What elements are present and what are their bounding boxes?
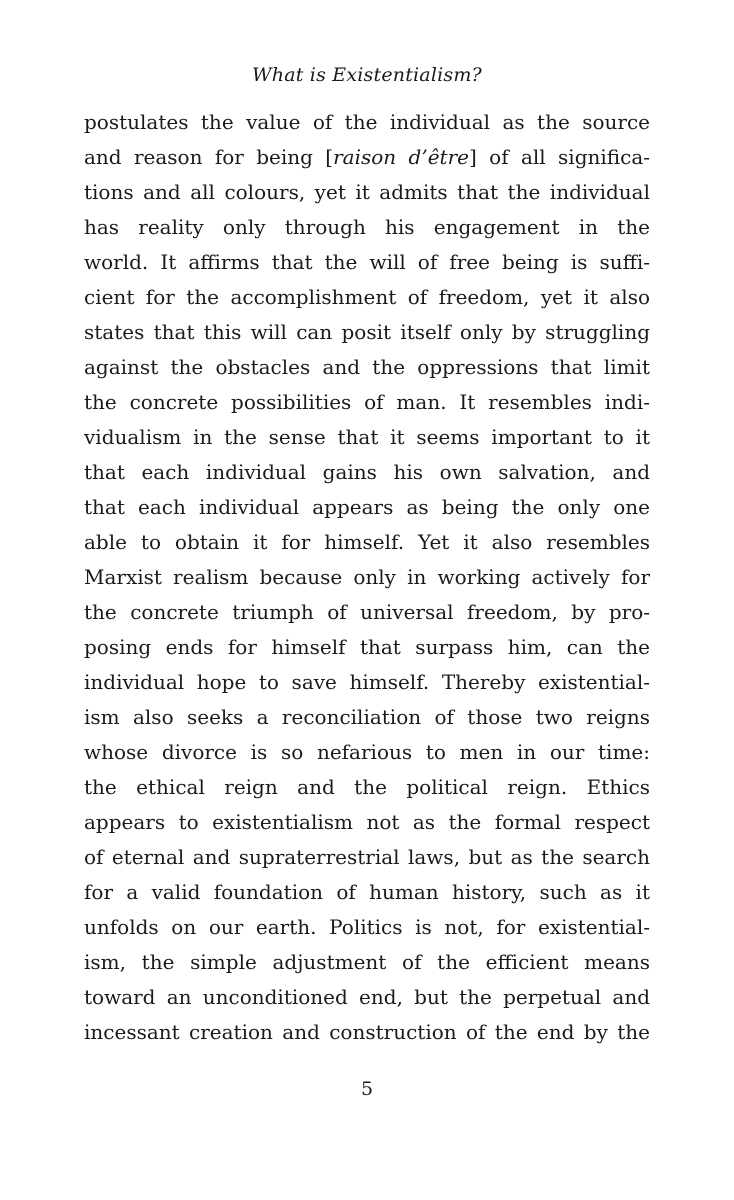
text-line: that each individual gains his own salvation, and	[84, 460, 650, 484]
text-line: world. It affirms that the will of free being is suffi-	[84, 250, 650, 274]
text-line: the ethical reign and the political reign. Ethics	[84, 775, 650, 799]
text-line: tions and all colours, yet it admits that the individual	[84, 180, 650, 204]
text-line: toward an unconditioned end, but the perpetual and	[84, 985, 650, 1009]
text-line: ism also seeks a reconciliation of those two reigns	[84, 705, 650, 729]
text-line: individual hope to save himself. Thereby existential-	[84, 670, 650, 694]
body-text	[84, 105, 650, 1050]
text-line: against the obstacles and the oppressions that limit	[84, 355, 650, 379]
page-number: 5	[360, 1078, 374, 1100]
text-line: states that this will can posit itself only by struggling	[84, 320, 650, 344]
text-line: the concrete possibilities of man. It resembles indi-	[84, 390, 650, 414]
text-line: postulates the value of the individual as the source	[84, 110, 650, 134]
text-line	[84, 140, 650, 175]
text-line: unfolds on our earth. Politics is not, for existential-	[84, 915, 650, 939]
text-line: Marxist realism because only in working actively for	[84, 565, 650, 589]
text-line: cient for the accomplishment of freedom, yet it also	[84, 285, 650, 309]
text-segment: ] of all significa-	[468, 145, 650, 169]
text-line: able to obtain it for himself. Yet it also resembles	[84, 530, 650, 554]
text-line: has reality only through his engagement in the	[84, 215, 650, 239]
text-line: ism, the simple adjustment of the efficient means	[84, 950, 650, 974]
text-line: appears to existentialism not as the formal respect	[84, 810, 650, 834]
text-line: the concrete triumph of universal freedom, by pro-	[84, 600, 650, 624]
text-segment: and reason for being [	[84, 145, 334, 169]
text-line: incessant creation and construction of the end by the	[84, 1020, 650, 1044]
text-line: of eternal and supraterrestrial laws, but as the search	[84, 845, 650, 869]
text-line: that each individual appears as being the only one	[84, 495, 650, 519]
running-head: What is Existentialism?	[252, 64, 482, 86]
text-line: vidualism in the sense that it seems important to it	[84, 425, 650, 449]
italic-term: raison d’être	[333, 145, 469, 169]
text-line: whose divorce is so nefarious to men in our time:	[84, 740, 650, 764]
text-line: for a valid foundation of human history, such as it	[84, 880, 650, 904]
text-line: posing ends for himself that surpass him, can the	[84, 635, 650, 659]
